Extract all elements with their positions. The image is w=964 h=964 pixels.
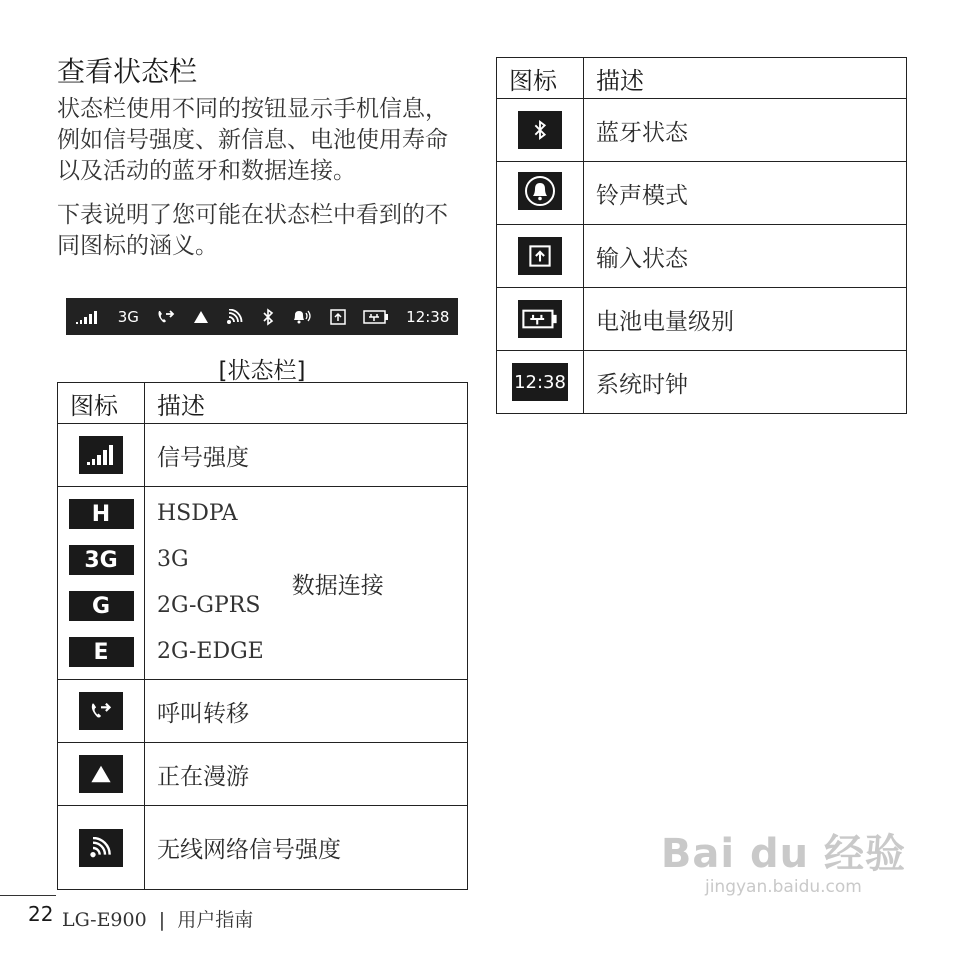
- icon-cell: [497, 225, 584, 288]
- icon-cell: [58, 487, 145, 680]
- desc-cell: 无线网络信号强度: [145, 806, 468, 890]
- table-intro-paragraph: 下表说明了您可能在状态栏中看到的不同图标的涵义。: [57, 202, 448, 259]
- header-icon: 图标: [58, 383, 145, 424]
- table-row: [58, 424, 468, 487]
- desc-cell: 系统时钟: [584, 351, 907, 414]
- footer-guide: 用户指南: [177, 909, 254, 931]
- page-title: 查看状态栏: [57, 55, 198, 88]
- signal-icon: [75, 309, 101, 325]
- 3g-icon: 3G: [69, 545, 134, 575]
- hsdpa-icon: H: [69, 499, 134, 529]
- table-row: [497, 162, 907, 225]
- icon-cell: [497, 162, 584, 225]
- desc-cell: 信号强度: [145, 424, 468, 487]
- icon-cell: [58, 806, 145, 890]
- roaming-icon: [193, 310, 209, 324]
- signal-strength-icon: [79, 436, 123, 474]
- table-row: [58, 680, 468, 743]
- status-bar-image: [66, 298, 458, 335]
- clock-text: 12:38: [406, 307, 450, 326]
- bluetooth-icon: [262, 308, 274, 326]
- bluetooth-icon: [518, 111, 562, 149]
- ringer-icon: [291, 309, 313, 325]
- table-row: [497, 351, 907, 414]
- network-3g-icon: 3G: [117, 307, 139, 326]
- watermark-url: jingyan.baidu.com: [704, 877, 862, 897]
- data-type-gprs: 2G-GPRS: [157, 593, 261, 618]
- data-type-hsdpa: HSDPA: [157, 501, 238, 526]
- footer-rule: [0, 895, 56, 896]
- wifi-icon: [226, 309, 244, 325]
- desc-cell: 铃声模式: [584, 162, 907, 225]
- icon-cell: [58, 424, 145, 487]
- desc-cell: 输入状态: [584, 225, 907, 288]
- data-connection-label: 数据连接: [291, 572, 384, 599]
- battery-icon: [518, 300, 562, 338]
- status-bar-caption: [状态栏]: [218, 358, 306, 384]
- intro-paragraph: 状态栏使用不同的按钮显示手机信息，例如信号强度、新信息、电池使用寿命以及活动的蓝牙和数据连接。: [57, 96, 448, 184]
- desc-cell: 正在漫游: [145, 743, 468, 806]
- page-number: 22: [28, 902, 54, 926]
- input-state-icon: [518, 237, 562, 275]
- footer: [62, 905, 253, 932]
- footer-separator: |: [158, 909, 166, 931]
- header-icon: 图标: [497, 58, 584, 99]
- desc-cell: [145, 487, 468, 680]
- table-row: [497, 99, 907, 162]
- desc-cell: 电池电量级别: [584, 288, 907, 351]
- call-forward-icon: [79, 692, 123, 730]
- watermark: [661, 822, 906, 897]
- watermark-brand: Bai du 经验: [660, 831, 906, 877]
- battery-icon: [363, 310, 389, 324]
- wifi-icon: [79, 829, 123, 867]
- table-row: [497, 288, 907, 351]
- icon-table-right: [496, 57, 907, 414]
- table-header-row: [58, 383, 468, 424]
- input-state-icon: [330, 309, 346, 325]
- table-row: [497, 225, 907, 288]
- header-description: 描述: [584, 58, 907, 99]
- table-row: [58, 743, 468, 806]
- data-type-edge: 2G-EDGE: [157, 639, 264, 664]
- data-type-3g: 3G: [157, 547, 189, 572]
- table-header-row: [497, 58, 907, 99]
- desc-cell: 呼叫转移: [145, 680, 468, 743]
- icon-table-left: [57, 382, 468, 890]
- icon-cell: [58, 743, 145, 806]
- roaming-icon: [79, 755, 123, 793]
- icon-cell: [58, 680, 145, 743]
- table-row: [58, 487, 468, 680]
- call-forward-icon: [156, 308, 176, 326]
- clock-icon: 12:38: [512, 363, 568, 401]
- edge-icon: E: [69, 637, 134, 667]
- desc-cell: 蓝牙状态: [584, 99, 907, 162]
- icon-cell: [497, 288, 584, 351]
- table-row: [58, 806, 468, 890]
- footer-model: LG-E900: [62, 909, 147, 931]
- icon-cell: [497, 351, 584, 414]
- gprs-icon: G: [69, 591, 134, 621]
- icon-cell: [497, 99, 584, 162]
- header-description: 描述: [145, 383, 468, 424]
- bell-icon: [518, 172, 562, 210]
